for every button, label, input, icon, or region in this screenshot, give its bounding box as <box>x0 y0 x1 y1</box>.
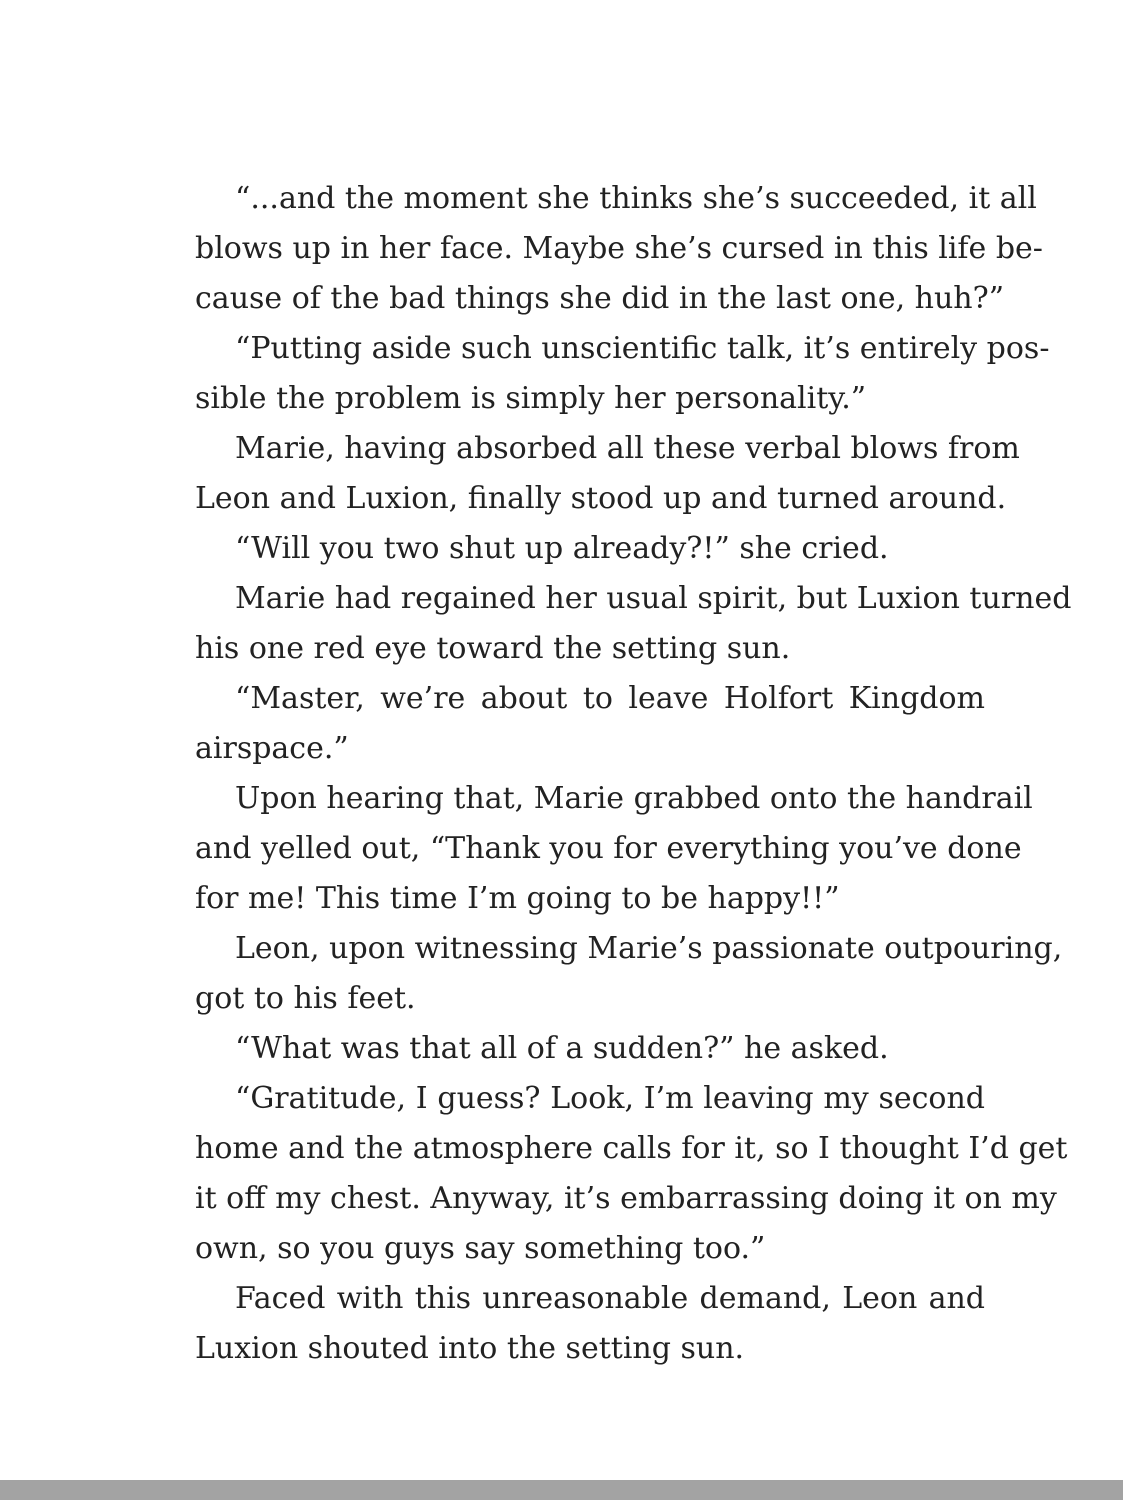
text-line: “Putting aside such unscientific talk, it’s entirely pos- <box>235 331 1050 366</box>
body-text <box>195 174 1072 1374</box>
text-line: “Gratitude, I guess? Look, I’m leaving my second <box>235 1081 985 1116</box>
text-line: for me! This time I’m going to be happy!!” <box>195 881 840 916</box>
text-line: “...and the moment she thinks she’s succeeded, it all <box>235 181 1037 216</box>
text-line: it off my chest. Anyway, it’s embarrassing doing it on my <box>195 1181 1057 1216</box>
text-line: got to his feet. <box>195 981 416 1016</box>
text-line: Faced with this unreasonable demand, Leon and <box>235 1281 985 1316</box>
text-line: Leon and Luxion, finally stood up and turned around. <box>195 481 1007 516</box>
text-line: Marie had regained her usual spirit, but Luxion turned <box>235 581 1072 616</box>
text-line: sible the problem is simply her personality.” <box>195 381 867 416</box>
text-line: airspace.” <box>195 731 349 766</box>
text-line: his one red eye toward the setting sun. <box>195 631 791 666</box>
text-line: “Will you two shut up already?!” she cried. <box>235 531 889 566</box>
bottom-bar <box>0 1480 1123 1500</box>
text-line: “What was that all of a sudden?” he asked. <box>235 1031 889 1066</box>
text-line: own, so you guys say something too.” <box>195 1231 766 1266</box>
text-line: cause of the bad things she did in the last one, huh?” <box>195 281 1005 316</box>
text-line: Luxion shouted into the setting sun. <box>195 1331 745 1366</box>
text-line: Marie, having absorbed all these verbal blows from <box>235 431 1020 466</box>
text-line: Leon, upon witnessing Marie’s passionate outpouring, <box>235 931 1063 966</box>
text-line: “Master, we’re about to leave Holfort Kingdom <box>235 681 985 716</box>
text-line: home and the atmosphere calls for it, so I thought I’d get <box>195 1131 1068 1166</box>
text-line: Upon hearing that, Marie grabbed onto the handrail <box>235 781 1033 816</box>
text-line: and yelled out, “Thank you for everything you’ve done <box>195 831 1022 866</box>
text-line: blows up in her face. Maybe she’s cursed in this life be- <box>195 231 1043 266</box>
